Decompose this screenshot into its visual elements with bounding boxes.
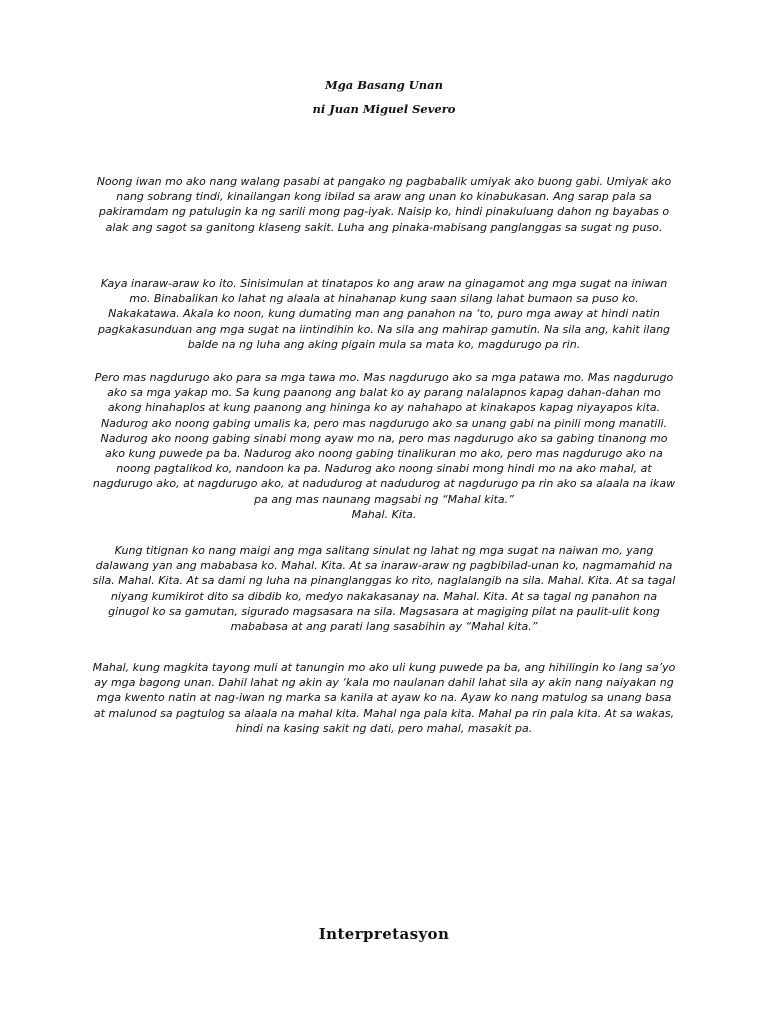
- paragraph-4: Kung titignan ko nang maigi ang mga salitang sinulat ng lahat ng mga sugat na naiwan mo, yang dalawang yan ang mababasa ko. Mahal. Kita. At sa inaraw-araw ng pagbibilad-unan ko, nagmamahid na sila. Mahal. Kita. At sa dami ng luha na pinanglanggas ko rito, naglalangib na sila. Mahal. Kita. At sa tagal niyang kumikirot dito sa dibdib ko, medyo nakakasanay na. Mahal. Kita. At sa tagal ng panahon na ginugol ko sa gamutan, sigurado magsasara na sila. Magsasara at magiging pilat na paulit-ulit kong mababasa at ang parati lang sasabihin ay “Mahal kita.”: [92, 544, 676, 634]
- paragraph-3: [92, 370, 676, 522]
- paragraph-3-body: Pero mas nagdurugo ako para sa mga tawa mo. Mas nagdurugo ako sa mga patawa mo. Mas nagdurugo ako sa mga yakap mo. Sa kung paanong ang balat ko ay parang nalalapnos kapag dahan-dahan mo akong hinahaplos at kung paanong ang hininga ko ay nahahapo at kinakapos kapag niyayapos kita. Nadurog ako noong gabing umalis ka, pero mas nagdurugo ako sa unang gabi na pinili mong manatili. Nadurog ako noong gabing sinabi mong ayaw mo na, pero mas nagdurugo ako sa gabing tinanong mo ako kung puwede pa ba. Nadurog ako noong gabing tinalikuran mo ako, pero mas nagdurugo ako na noong pagtalikod ko, nandoon ka pa. Nadurog ako noong sinabi mong hindi mo na ako mahal, at nagdurugo ako, at nagdurugo ako, at nadudurog at nadudurog at nagdurugo pa rin ako sa alaala na ikaw pa ang mas naunang magsabi ng “Mahal kita.”: [92, 371, 676, 506]
- poem-author: ni Juan Miguel Severo: [312, 102, 456, 116]
- section-heading: Interpretasyon: [318, 925, 450, 943]
- paragraph-5: Mahal, kung magkita tayong muli at tanungin mo ako uli kung puwede pa ba, ang hihilingin ko lang sa’yo ay mga bagong unan. Dahil lahat ng akin ay ‘kala mo naulanan dahil lahat sila ay akin nang naiyakan ng mga kwento natin at nag-iwan ng marka sa kanila at ayaw ko na. Ayaw ko nang matulog sa unang basa at malunod sa pagtulog sa alaala na mahal kita. Mahal nga pala kita. Mahal pa rin pala kita. At sa wakas, hindi na kasing sakit ng dati, pero mahal, masakit pa.: [92, 661, 676, 735]
- paragraph-2: Kaya inaraw-araw ko ito. Sinisimulan at tinatapos ko ang araw na ginagamot ang mga sugat na iniwan mo. Binabalikan ko lahat ng alaala at hinahanap kung saan silang lahat bumaon sa puso ko. Nakakatawa. Akala ko noon, kung dumating man ang panahon na ‘to, puro mga away at hindi natin pagkakasunduan ang mga sugat na iintindihin ko. Na sila ang mahirap gamutin. Na sila ang, kahit ilang balde na ng luha ang aking pigain mula sa mata ko, magdurugo pa rin.: [97, 277, 671, 351]
- paragraph-3-tail: Mahal. Kita.: [351, 507, 417, 521]
- paragraph-1: Noong iwan mo ako nang walang pasabi at pangako ng pagbabalik umiyak ako buong gabi. Umiyak ako nang sobrang tindi, kinailangan kong ibilad sa araw ang unan ko kinabukasan. Ang sarap pala sa pakiramdam ng patulugin ka ng sarili mong pag-iyak. Naisip ko, hindi pinakuluang dahon ng bayabas o alak ang sagot sa ganitong klaseng sakit. Luha ang pinaka-mabisang panglanggas sa sugat ng puso.: [96, 175, 672, 234]
- poem-title: Mga Basang Unan: [325, 78, 443, 92]
